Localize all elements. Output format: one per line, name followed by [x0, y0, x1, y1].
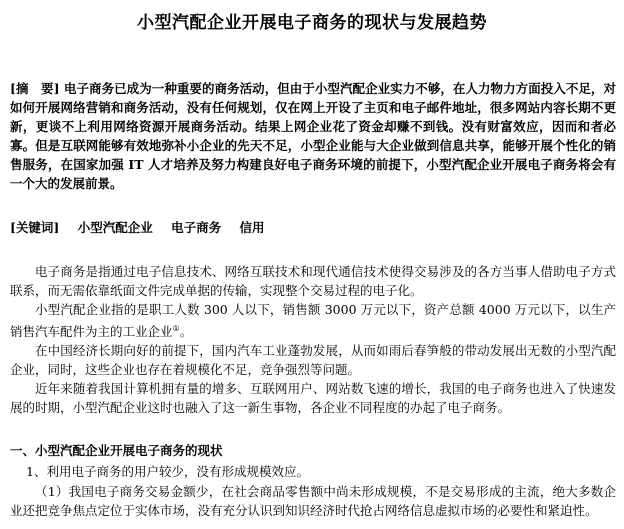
document-title: 小型汽配企业开展电子商务的现状与发展趋势 [137, 13, 487, 33]
paragraph: （1）我国电子商务交易金额少，在社会商品零售额中尚未形成规模，不是交易形成的主流，绝大多数企业还把竞争焦点定位于实体市场，没有充分认识到知识经济时代抢占网络信息虚拟市场的必要性和紧迫性。 [10, 484, 616, 518]
keywords [10, 218, 616, 236]
abstract-text: 电子商务已成为一种重要的商务活动，但由于小型汽配企业实力不够，在人力物力方面投入不足，对如何开展网络营销和商务活动，没有任何规划，仅在网上开设了主页和电子邮件地址，很多网站内容长期不更新，更谈不上利用网络资源开展商务活动。结果上网企业花了资金却赚不到钱。没有财富效应，因而和者必寡。但是互联网能够有效地弥补小企业的先天不足，小型企业能与大企业做到信息共享，能够开展个性化的销售服务，在国家加强 IT 人才培养及努力构建良好电子商务环境的前提下，小型汽配企业开展电子商务将会有一个大的发展前景。 [10, 81, 616, 191]
paragraph: 在中国经济长期向好的前提下，国内汽车工业蓬勃发展，从而如雨后春笋般的带动发展出无数的小型汽配企业，同时，这些企业也存在着规模化不足，竞争强烈等问题。 [10, 343, 616, 378]
paragraph-text: 小型汽配企业指的是职工人数 300 人以下，销售额 3000 万元以下，资产总额 4000 万元以下，以生产销售汽车配件为主的工业企业 [10, 302, 616, 340]
paragraph: 近年来随着我国计算机拥有量的增多、互联网用户、网站数飞速的增长，我国的电子商务也进入了快速发展的时期，小型汽配企业这时也融入了这一新生事物，各企业不同程度的办起了电子商务。 [10, 381, 616, 416]
subsection-heading: 1、利用电子商务的用户较少，没有形成规模效应。 [26, 464, 309, 479]
keywords-label: [关键词] [10, 220, 60, 235]
section-heading: 一、小型汽配企业开展电子商务的现状 [10, 443, 223, 458]
abstract [10, 79, 616, 193]
body-paragraph-last [10, 482, 616, 520]
paragraph: 小型汽配企业指的是职工人数 300 人以下，销售额 3000 万元以下，资产总额 4000 万元以下，以生产销售汽车配件为主的工业企业①。 [10, 302, 616, 340]
keyword-item: 电子商务 [171, 220, 222, 235]
paragraph: 电子商务是指通过电子信息技术、网络互联技术和现代通信技术使得交易涉及的各方当事人借助电子方式联系，而无需依靠纸面文件完成单据的传输，实现整个交易过程的电子化。 [10, 264, 616, 298]
keyword-item: 信用 [239, 220, 265, 235]
abstract-label: [摘 要] [10, 81, 60, 96]
keyword-item: 小型汽配企业 [77, 220, 153, 235]
body-paragraphs [10, 262, 616, 417]
footnote-mark: ① [172, 324, 180, 333]
